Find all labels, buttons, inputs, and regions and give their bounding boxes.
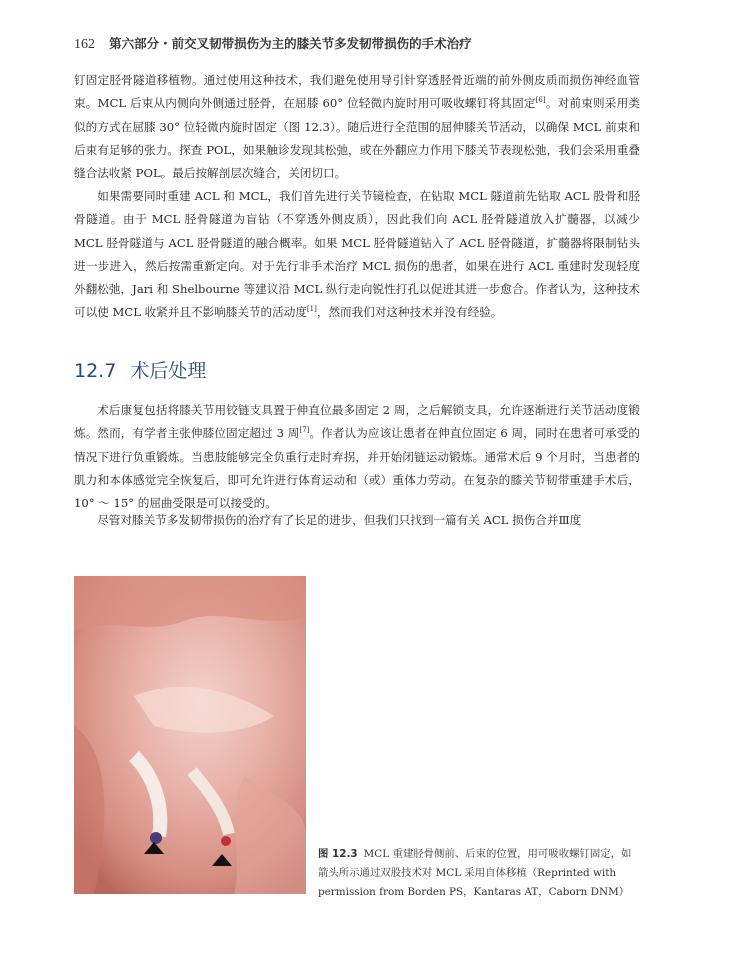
citation: [1] — [306, 305, 317, 314]
surgical-photo — [74, 576, 306, 894]
paragraph-text: 如果需要同时重建 ACL 和 MCL，我们首先进行关节镜检查，在钻取 MCL 隧道前先钻取 ACL 股骨和胫骨隧道。由于 MCL 胫骨隧道为盲钻（不穿透外侧皮质），因此我们向 ACL 胫骨隧道放入扩髓器，以减少 MCL 胫骨隧道与 ACL 胫骨隧道的融合概率。如果 MCL 胫骨隧道钻入了 ACL 胫骨隧道，扩髓器将限制钻头进一步进入，然后按需重新定向。对于先行非手术治疗 MCL 损伤的患者，如果在进行 ACL 重建时发现轻度外翻松弛，Jari 和 Shelbourne 等建议沿 MCL 纵行走向锐性打孔以促进其进一步愈合。作者认为，这种技术可以使 MCL 收紧并且不影响膝关节的活动度 — [74, 189, 640, 320]
section-title: 术后处理 — [130, 360, 207, 382]
running-title: 第六部分・前交叉韧带损伤为主的膝关节多发韧带损伤的手术治疗 — [109, 36, 472, 51]
paragraph-text: 尽管对膝关节多发韧带损伤的治疗有了长足的进步，但我们只找到一篇有关 ACL 损伤合并Ⅲ度 — [97, 513, 582, 527]
paragraph — [74, 69, 640, 185]
paragraph — [74, 509, 640, 532]
paragraph-text: 。作者认为应该让患者在伸直位固定 6 周，同时在患者可承受的情况下进行负重锻炼。当患肢能够完全负重行走时弃拐，并开始闭链运动锻炼。通常术后 9 个月时，当患者的肌力和本体感觉完全恢复后，即可允许进行体育运动和（或）重体力劳动。在复杂的膝关节韧带重建手术后，10° ～ 15° 的屈曲受限是可以接受的。 — [74, 426, 641, 511]
figure-caption — [318, 845, 640, 902]
paragraph — [74, 399, 640, 515]
paragraph-text: 术后康复包括将膝关节用铰链支具置于伸直位最多固定 2 周，之后解锁支具，允许逐渐进行关节活动度锻炼。然而，有学者主张伸膝位固定超过 3 周 — [74, 403, 640, 441]
running-header — [74, 34, 660, 56]
citation: [7] — [299, 426, 310, 435]
paragraph-text: 。对前束则采用类似的方式在屈膝 30° 位轻微内旋时固定（图 12.3）。随后进行全范围的屈伸膝关节活动，以确保 MCL 前束和后束有足够的张力。探查 POL，如果触诊发现其松弛，或在外翻应力作用下膝关节表现松弛，我们会采用重叠缝合法收紧 POL。最后按解剖层次缝合，关闭切口。 — [74, 96, 640, 181]
paragraph-text: 钉固定胫骨隧道移植物。通过使用这种技术，我们避免使用导引针穿透胫骨近端的前外侧皮质而损伤神经血管束。MCL 后束从内侧向外侧通过胫骨，在屈膝 60° 位轻微内旋时用可吸收螺钉将其固定 — [74, 73, 640, 111]
section-heading — [74, 356, 206, 383]
surgical-photo-image — [74, 576, 306, 894]
paragraph — [74, 185, 640, 325]
figure-label: 图 12.3 — [318, 848, 358, 860]
page-number: 162 — [74, 37, 95, 52]
figure-caption-text: MCL 重建胫骨侧前、后束的位置，用可吸收螺钉固定，如箭头所示通过双股技术对 MCL 采用自体移植（Reprinted with permission from Borden PS，Kantaras AT，Caborn DNM） — [318, 848, 632, 898]
section-number: 12.7 — [74, 360, 117, 382]
paragraph-text: ，然而我们对这种技术并没有经验。 — [316, 305, 503, 320]
citation: [6] — [535, 96, 546, 105]
